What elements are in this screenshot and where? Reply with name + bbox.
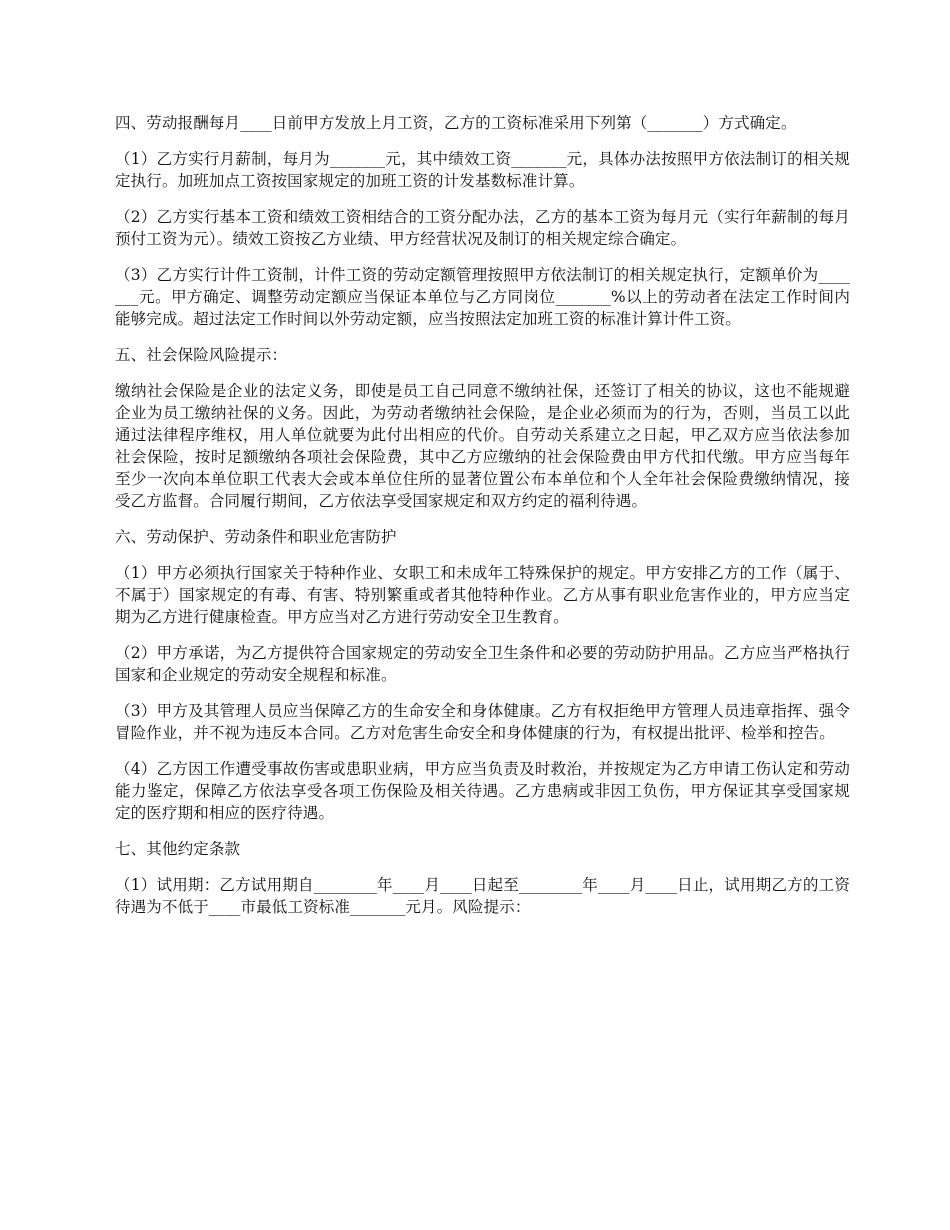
clause-piece-rate-pay: （3）乙方实行计件工资制，计件工资的劳动定额管理按照甲方依法制订的相关规定执行，定额单价为_______元。甲方确定、调整劳动定额应当保证本单位与乙方同岗位_______%以上的劳动者在法定工作时间内能够完成。超过法定工作时间以外劳动定额，应当按照法定加班工资的标准计算计件工资。: [115, 266, 850, 328]
social-insurance-paragraph: 缴纳社会保险是企业的法定义务，即使是员工自己同意不缴纳社保，还签订了相关的协议，这也不能规避企业为员工缴纳社保的义务。因此，为劳动者缴纳社会保险，是企业必须而为的行为，否则，当员工以此通过法律程序维权，用人单位就要为此付出相应的代价。自劳动关系建立之日起，甲乙双方应当依法参加社会保险，按时足额缴纳各项社会保险费，其中乙方应缴纳的社会保险费由甲方代扣代缴。甲方应当每年至少一次向本单位职工代表大会或本单位住所的显著位置公布本单位和个人全年社会保险费缴纳情况，接受乙方监督。合同履行期间，乙方依法享受国家规定和双方约定的福利待遇。: [115, 382, 850, 510]
clause-life-safety: （3）甲方及其管理人员应当保障乙方的生命安全和身体健康。乙方有权拒绝甲方管理人员违章指挥、强令冒险作业，并不视为违反本合同。乙方对危害生命安全和身体健康的行为，有权提出批评、检举和控告。: [115, 702, 850, 742]
clause-monthly-salary: （1）乙方实行月薪制，每月为_______元，其中绩效工资_______元，具体办法按照甲方依法制订的相关规定执行。加班加点工资按国家规定的加班工资的计发基数标准计算。: [115, 150, 850, 190]
clause-safety-conditions: （2）甲方承诺，为乙方提供符合国家规定的劳动安全卫生条件和必要的劳动防护用品。乙方应当严格执行国家和企业规定的劳动安全规程和标准。: [115, 644, 850, 684]
clause-base-and-performance-pay: （2）乙方实行基本工资和绩效工资相结合的工资分配办法，乙方的基本工资为每月元（实行年薪制的每月预付工资为元）。绩效工资按乙方业绩、甲方经营状况及制订的相关规定综合确定。: [115, 208, 850, 248]
contract-document: [115, 112, 850, 918]
section-4-wage-payment: 四、劳动报酬每月____日前甲方发放上月工资，乙方的工资标准采用下列第（_______）方式确定。: [115, 114, 797, 132]
clause-special-protection: （1）甲方必须执行国家关于特种作业、女职工和未成年工特殊保护的规定。甲方安排乙方的工作（属于、不属于）国家规定的有毒、有害、特别繁重或者其他特种作业。乙方从事有职业危害作业的，甲方应当定期为乙方进行健康检查。甲方应当对乙方进行劳动安全卫生教育。: [115, 564, 850, 626]
section-7-heading: 七、其他约定条款: [115, 840, 241, 858]
section-5-heading: 五、社会保险风险提示：: [115, 346, 288, 364]
clause-work-injury: （4）乙方因工作遭受事故伤害或患职业病，甲方应当负责及时救治，并按规定为乙方申请工伤认定和劳动能力鉴定，保障乙方依法享受各项工伤保险及相关待遇。乙方患病或非因工负伤，甲方保证其享受国家规定的医疗期和相应的医疗待遇。: [115, 760, 850, 822]
section-6-heading: 六、劳动保护、劳动条件和职业危害防护: [115, 528, 397, 546]
clause-probation-period: （1）试用期：乙方试用期自________年____月____日起至________年____月____日止，试用期乙方的工资待遇为不低于____市最低工资标准_______元月。风险提示：: [115, 876, 850, 916]
